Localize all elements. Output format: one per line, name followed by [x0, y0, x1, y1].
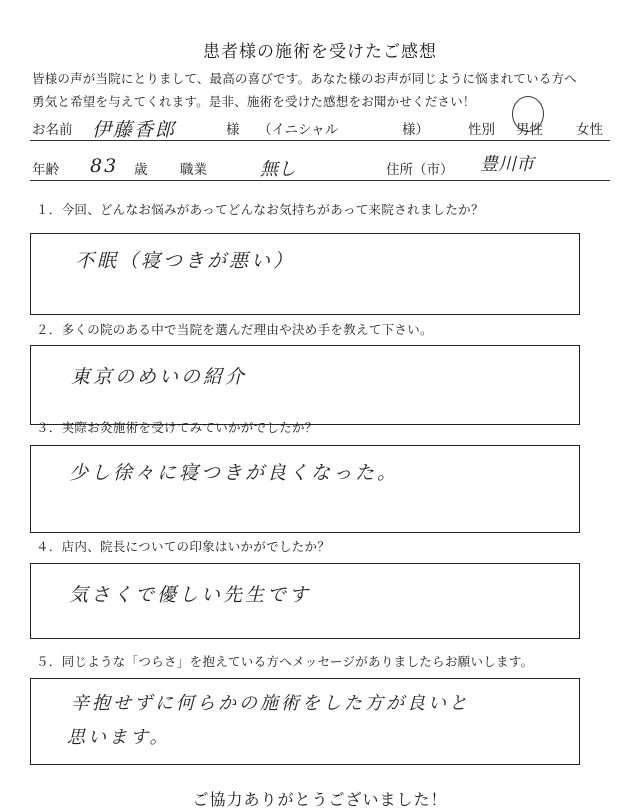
thanks-message: ご協力ありがとうございました！: [192, 790, 448, 809]
answer-5-line-1: 辛抱せずに何らかの施術をした方が良いと: [71, 693, 470, 714]
question-1: １．今回、どんなお悩みがあってどんなお気持ちがあって来院されましたか？: [36, 202, 484, 217]
answer-box-2: [30, 345, 580, 425]
age-label: 年齢: [32, 162, 59, 178]
initial-label: （イニシャル: [258, 122, 339, 138]
job-value: 無し: [260, 159, 296, 180]
name-label: お名前: [32, 122, 73, 138]
address-value: 豊川市: [480, 154, 534, 175]
gender-female-label: 女性: [576, 122, 603, 138]
intro-line-1: 皆様の声が当院にとりまして、最高の喜びです。あなた様のお声が同じように悩まれている方へ: [32, 71, 577, 86]
address-label: 住所（市）: [386, 162, 454, 178]
question-3: ３．実際お灸施術を受けてみていかがでしたか？: [36, 420, 318, 435]
answer-4-line-1: 気さくで優しい先生です: [69, 584, 312, 606]
page-title: 患者様の施術を受けたご感想: [203, 42, 437, 62]
answer-5-line-2: 思います。: [67, 727, 171, 748]
intro-line-2: 勇気と希望を与えてくれます。是非、施術を受けた感想をお聞かせください！: [32, 94, 476, 109]
answer-3-line-1: 少し徐々に寝つきが良くなった。: [69, 462, 400, 484]
initial-sama-label: 様）: [402, 122, 429, 138]
answer-box-4: [30, 563, 580, 639]
gender-male-label: 男性: [516, 122, 543, 138]
name-value: 伊藤香郎: [92, 119, 177, 141]
answer-box-3: [30, 445, 580, 533]
question-4: ４．店内、院長についての印象はいかがでしたか？: [36, 539, 331, 554]
answer-box-5: [30, 678, 580, 765]
age-unit: 歳: [134, 162, 148, 178]
name-sama-label: 様: [226, 122, 240, 138]
answer-1-line-1: 不眠（寝つきが悪い）: [75, 250, 296, 272]
gender-male-circle-mark: [512, 96, 544, 132]
answer-2-line-1: 東京のめいの紹介: [71, 366, 248, 388]
job-label: 職業: [180, 162, 207, 178]
age-row: [30, 154, 610, 181]
question-5: ５．同じような「つらさ」を抱えている方へメッセージがありましたらお願いします。: [36, 654, 534, 669]
answer-box-1: [30, 233, 580, 315]
question-2: ２．多くの院のある中で当院を選んだ理由や決め手を教えて下さい。: [36, 322, 433, 337]
age-value: 83: [90, 155, 119, 177]
gender-label: 性別: [468, 122, 495, 138]
